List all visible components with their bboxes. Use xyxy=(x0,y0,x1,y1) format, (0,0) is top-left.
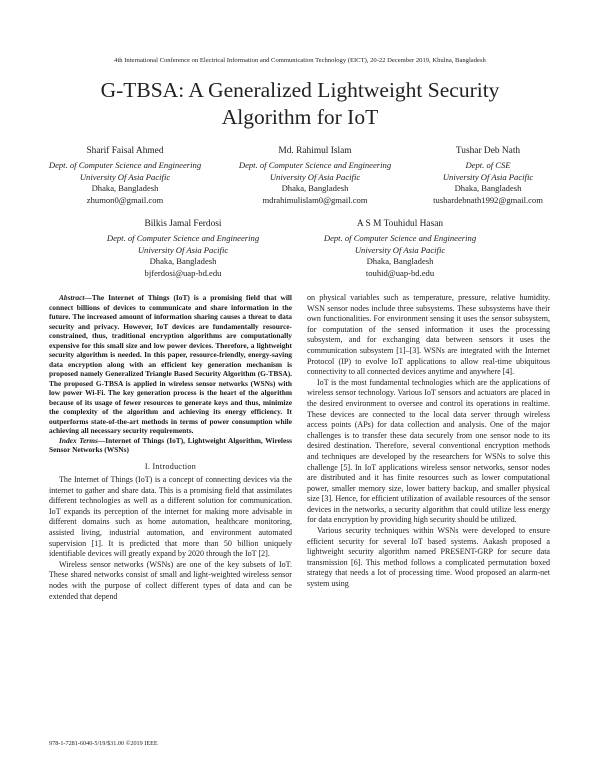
title-line-1: G-TBSA: A Generalized Lightweight Security xyxy=(100,78,500,102)
author-university: University Of Asia Pacific xyxy=(79,171,171,182)
author-dept: Dept. of CSE xyxy=(465,160,511,171)
author-email: touhid@uap-bd.edu xyxy=(365,267,435,278)
paper-title xyxy=(40,77,560,131)
author-city: Dhaka, Bangladesh xyxy=(149,256,217,267)
conference-header: 4th International Conference on Electrical Information and Communication Technology (EICT), 20-22 December 2019, Khulna, Bangladesh xyxy=(114,57,486,64)
index-terms xyxy=(49,436,292,455)
paragraph: Wireless sensor networks (WSNs) are one of the key subsets of IoT. These shared networks consist of small and light-weighted wireless sensor nodes with the purpose of collect different types of data and can be extended that depend xyxy=(49,559,292,601)
title-line-2: Algorithm for IoT xyxy=(221,105,379,129)
author-block-1 xyxy=(40,146,210,206)
author-name: Tushar Deb Nath xyxy=(455,146,521,156)
author-dept: Dept. of Computer Science and Engineering xyxy=(238,160,392,171)
abstract xyxy=(49,293,292,436)
author-email: tushardebnath1992@gmail.com xyxy=(433,194,543,205)
author-city: Dhaka, Bangladesh xyxy=(91,183,159,194)
author-city: Dhaka, Bangladesh xyxy=(366,256,434,267)
author-university: University Of Asia Pacific xyxy=(354,244,446,255)
author-email: mdrahimulislam0@gmail.com xyxy=(262,194,368,205)
author-name: Md. Rahimul Islam xyxy=(278,146,352,156)
author-block-2 xyxy=(230,146,400,206)
index-terms-text: —Internet of Things (IoT), Lightweight Algorithm, Wireless Sensor Networks (WSNs) xyxy=(49,435,292,454)
copyright-footer: 978-1-7281-6040-5/19/$31.00 ©2019 IEEE xyxy=(49,740,158,747)
author-university: University Of Asia Pacific xyxy=(269,171,361,182)
abstract-label: Abstract xyxy=(59,293,85,302)
author-name: Sharif Faisal Ahmed xyxy=(86,146,164,156)
author-dept: Dept. of Computer Science and Engineering xyxy=(106,233,260,244)
right-column xyxy=(307,293,550,590)
index-terms-label: Index Terms xyxy=(59,435,98,445)
author-university: University Of Asia Pacific xyxy=(137,244,229,255)
author-email: zhumon0@gmail.com xyxy=(86,194,164,205)
author-email: bjferdosi@uap-bd.edu xyxy=(144,267,222,278)
paragraph: Various security techniques within WSNs were developed to ensure efficient security for several IoT based systems. Aakash proposed a lightweight security algorithm named PRESENT-GRP for secure data transmission [6]. This method follows a complicated permutation boxed strategy that needs a lot of processing time. Wood proposed an alarm-net system using xyxy=(307,526,550,589)
author-block-4 xyxy=(88,219,278,279)
paragraph: The Internet of Things (IoT) is a concept of connecting devices via the internet to gather and share data. This is a promising field that assimilates different technologies as well as a different solution for communication. IoT expands its perception of the internet for making more advisable in different domains such as home automation, healthcare monitoring, assisted living, industrial automation, and environment automated supervision [1]. It is predicted that more than 50 billion uniquely identifiable devices will greatly expand by 2020 through the IoT [2]. xyxy=(49,475,292,559)
abstract-text: —The Internet of Things (IoT) is a promising field that will connect billions of devices to communicate and share information in the future. The increased amount of information sharing causes a threat to data security and privacy. However, IoT devices are fundamentally resource-constrained, thus, traditional encryption algorithms are computationally expensive for this small size and low power devices. Therefore, a lightweight security algorithm is needed. In this paper, resource-friendly, energy-saving data encryption along with an efficient key generation mechanism is proposed namely Generalized Triangle Based Security Algorithm (G-TBSA). The proposed G-TBSA is applied in wireless sensor networks (WSNs) with low power Wi-Fi. The key generation process is the heart of the algorithm because of its usage of fewer resources to generate keys and thus, minimize the complexity of the algorithm and achieving its energy efficiency. It outperforms state-of-the-art methods in terms of power consumption while achieving all necessary security requirements. xyxy=(49,293,292,435)
author-dept: Dept. of Computer Science and Engineering xyxy=(323,233,477,244)
author-city: Dhaka, Bangladesh xyxy=(454,183,522,194)
author-university: University Of Asia Pacific xyxy=(442,171,534,182)
author-name: Bilkis Jamal Ferdosi xyxy=(144,219,222,229)
left-column xyxy=(49,293,292,602)
section-heading: I. Introduction xyxy=(144,461,197,471)
author-block-3 xyxy=(413,146,563,206)
paragraph: IoT is the most fundamental technologies which are the applications of wireless sensor technology. Various IoT sensors and actuators are placed in the desired environment to oversee and control its operations in realtime. These devices are connected to the local data server through wireless access points (APs) for data collection and analysis. One of the major challenges is to transfer these data securely from one sensor node to its desired destination. Therefore, several conventional encryption methods and techniques are developed by the researchers for WSNs to solve this challenge [5]. In IoT applications wireless sensor networks, sensor nodes are distributed and it has finite resources such as lower computational power, smaller memory size, lower battery backup, and smaller physical size [3]. Hence, for efficient utilization of available resources of the sensor devices in the networks, a security algorithm that could utilize less energy for data encryption by providing high security should be utilized. xyxy=(307,377,550,525)
author-dept: Dept. of Computer Science and Engineering xyxy=(48,160,202,171)
author-block-5 xyxy=(300,219,500,279)
author-name: A S M Touhidul Hasan xyxy=(356,219,444,229)
author-city: Dhaka, Bangladesh xyxy=(281,183,349,194)
paragraph: on physical variables such as temperature, pressure, relative humidity. WSN sensor nodes include three subsystems. These subsystems have their own functionalities. For environment sensing it uses the sensor subsystem, for computation of the sensed information it uses the processing subsystem, and for exchanging data between sensors it uses the communication subsystem [1]–[3]. WSNs are integrated with the Internet Protocol (IP) to evolve IoT applications to allow real-time ubiquitous connectivity to all connected devices anytime and anywhere [4]. xyxy=(307,293,550,377)
